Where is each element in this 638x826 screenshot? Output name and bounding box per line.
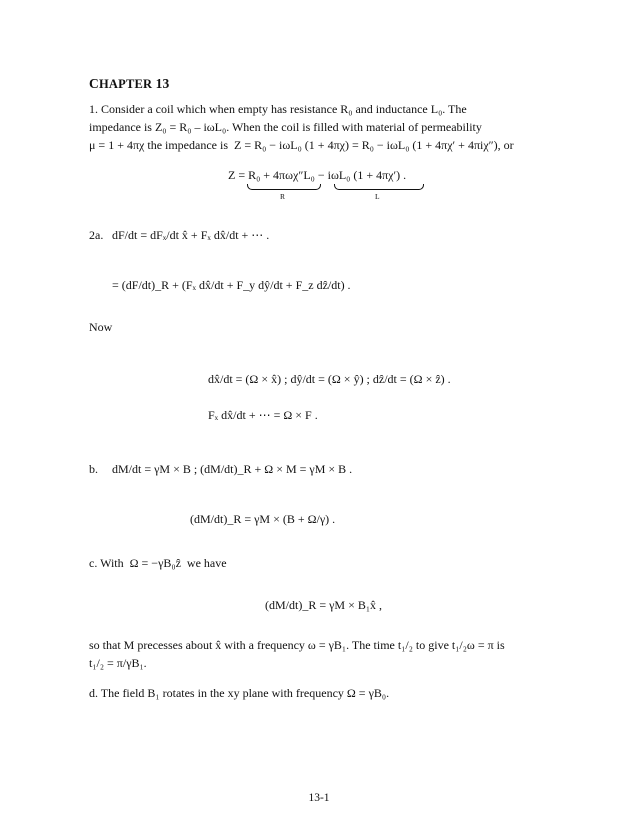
problem-1-line-3: μ = 1 + 4πχ the impedance is Z = R₀ − iωL₀ (1 + 4πχ) = R₀ − iωL₀ (1 + 4πχ′ + 4πiχ″), or [89, 138, 514, 152]
now-label: Now [89, 320, 113, 334]
problem-c-equation: (dM/dt)_R = γM × B₁x̂ , [265, 598, 383, 612]
problem-c-line-1: so that M precesses about x̂ with a frequency ω = γB₁. The time t₁/₂ to give t₁/₂ω = π is [89, 638, 505, 652]
l-brace [334, 184, 424, 190]
problem-2a-equation-1: dF/dt = dFₓ/dt x̂ + Fₓ dx̂/dt + ⋯ . [112, 228, 270, 242]
problem-d-line: d. The field B₁ rotates in the xy plane with frequency Ω = γB₀. [89, 686, 390, 700]
problem-b-label: b. [89, 462, 98, 476]
problem-c-intro: c. With Ω = −γB₀ẑ we have [89, 556, 227, 570]
problem-2a-label: 2a. [89, 228, 104, 242]
problem-1-line-2: impedance is Z₀ = R₀ – iωL₀. When the coil is filled with material of permeability [89, 120, 482, 134]
r-brace [247, 184, 321, 190]
impedance-equation: Z = R₀ − iωL₀ (1 + 4πχ) = R₀ − iωL₀ (1 + 4πχ′ + 4πiχ″) [234, 138, 498, 152]
z-equation: Z = R₀ + 4πωχ″L₀ − iωL₀ (1 + 4πχ′) . [228, 168, 407, 182]
chapter-heading: CHAPTER 13 [89, 76, 170, 91]
problem-c-paragraph [89, 636, 547, 672]
page-number: 13-1 [308, 792, 330, 804]
l-brace-label: L [375, 192, 380, 201]
cross-product-equation: Fₓ dx̂/dt + ⋯ = Ω × F . [208, 408, 318, 422]
omega-equation: Ω = −γB₀ẑ [129, 556, 181, 570]
problem-b-equation-1: dM/dt = γM × B ; (dM/dt)_R + Ω × M = γM × B . [112, 462, 353, 476]
problem-d-paragraph [89, 684, 547, 702]
problem-2a-equation-2: = (dF/dt)_R + (Fₓ dx̂/dt + F_y dŷ/dt + F_z dẑ/dt) . [112, 278, 351, 292]
problem-b-equation-2: (dM/dt)_R = γM × (B + Ω/γ) . [190, 512, 336, 526]
unit-vector-derivatives: dx̂/dt = (Ω × x̂) ; dŷ/dt = (Ω × ŷ) ; dẑ/dt = (Ω × ẑ) . [208, 372, 451, 386]
r-brace-label: R [280, 192, 286, 201]
problem-1-line-1: 1. Consider a coil which when empty has resistance R₀ and inductance L₀. The [89, 102, 467, 116]
problem-1-paragraph [89, 100, 547, 154]
problem-c-line-2: t₁/₂ = π/γB₁. [89, 656, 147, 670]
